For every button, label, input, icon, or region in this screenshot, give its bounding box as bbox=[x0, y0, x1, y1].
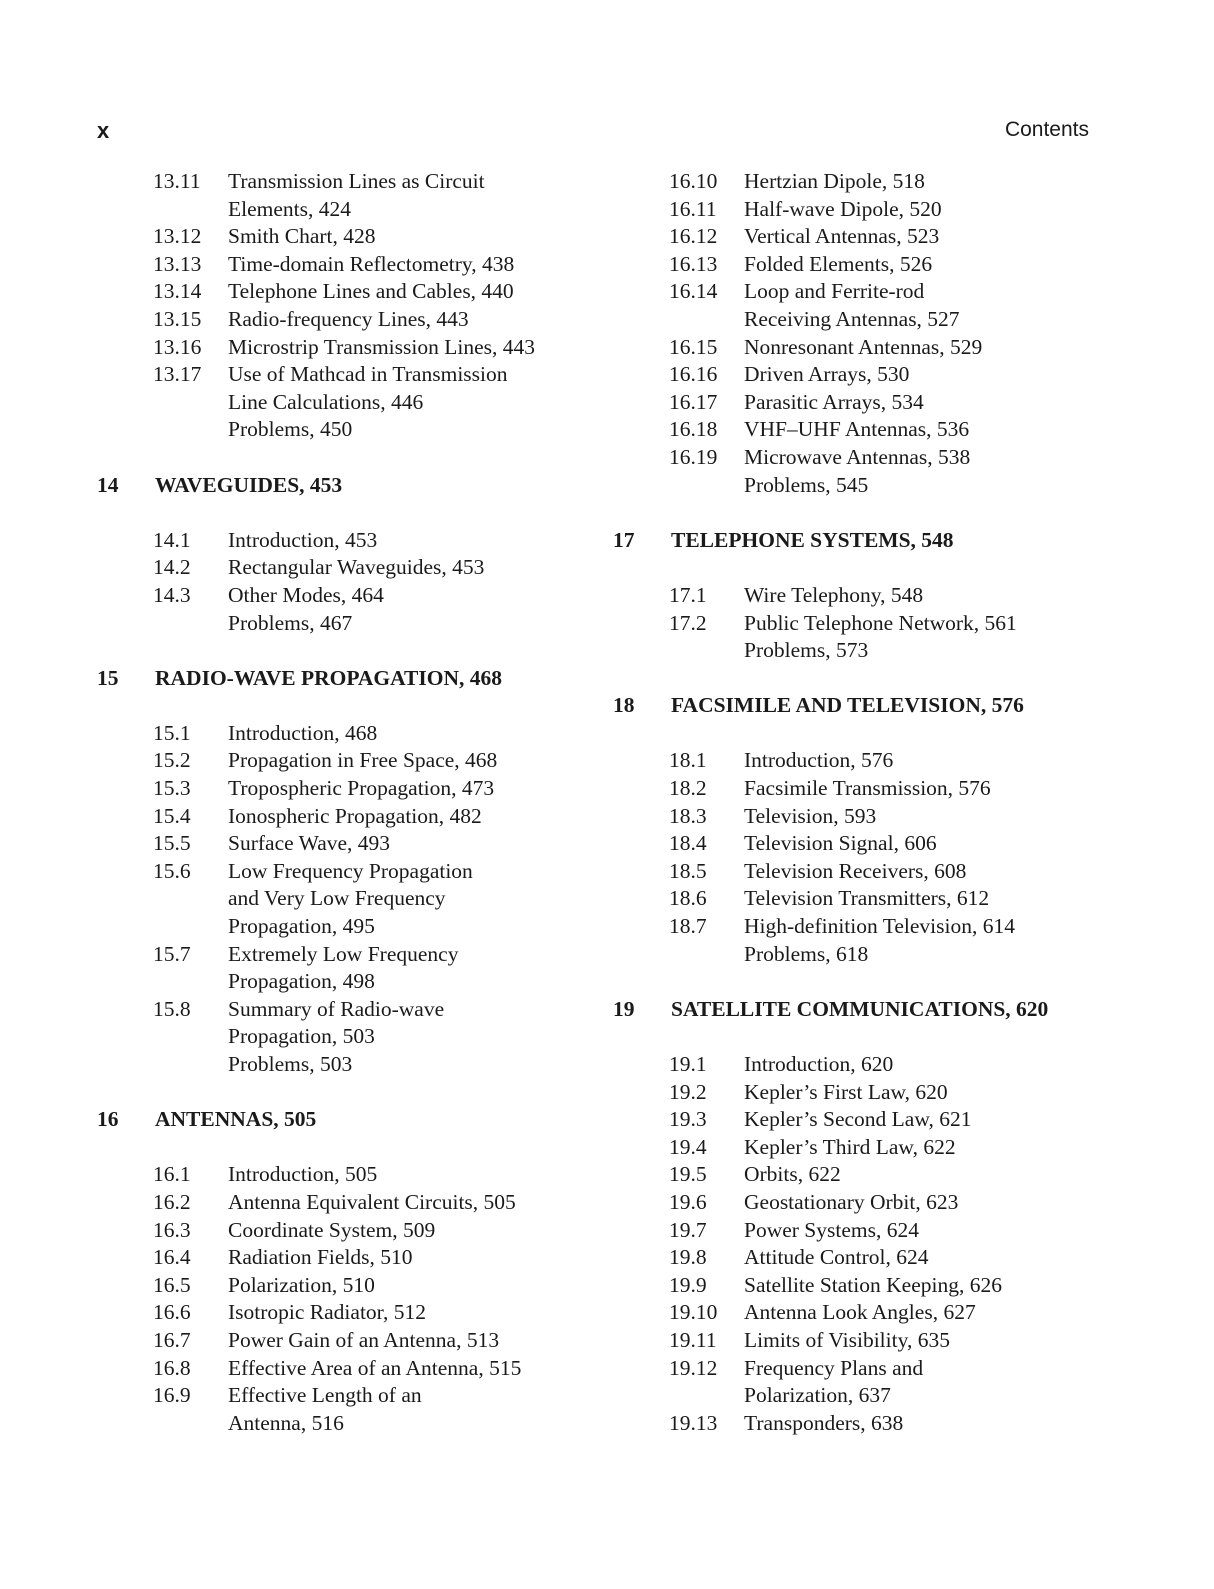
section-number: 18.1 bbox=[669, 748, 707, 773]
toc-entry bbox=[613, 1189, 1113, 1217]
section-number: 16.6 bbox=[153, 1300, 191, 1325]
section-number: 18.2 bbox=[669, 776, 707, 801]
section-title: Television Receivers, 608 bbox=[744, 858, 967, 883]
section-number: 17.1 bbox=[669, 582, 707, 607]
section-number: 19.9 bbox=[669, 1272, 707, 1297]
chapter-number: 17 bbox=[613, 527, 635, 552]
toc-entry bbox=[613, 196, 1113, 224]
toc-entry bbox=[97, 1244, 627, 1272]
spacer bbox=[97, 499, 627, 527]
toc-entry-continuation bbox=[97, 1410, 627, 1438]
section-title: Problems, 545 bbox=[744, 472, 869, 497]
chapter-heading bbox=[613, 692, 1113, 720]
toc-entry bbox=[613, 1327, 1113, 1355]
chapter-title: WAVEGUIDES, 453 bbox=[155, 472, 343, 497]
toc-entry bbox=[613, 334, 1113, 362]
spacer bbox=[97, 444, 627, 472]
toc-entry bbox=[97, 1299, 627, 1327]
section-title: Power Gain of an Antenna, 513 bbox=[228, 1327, 500, 1352]
section-title: Propagation in Free Space, 468 bbox=[228, 748, 498, 773]
section-title: Polarization, 510 bbox=[228, 1272, 375, 1297]
section-title: Surface Wave, 493 bbox=[228, 831, 391, 856]
section-number: 14.3 bbox=[153, 582, 191, 607]
spacer bbox=[613, 554, 1113, 582]
running-head: Contents bbox=[1004, 118, 1089, 141]
section-title: Rectangular Waveguides, 453 bbox=[228, 555, 485, 580]
section-title: Smith Chart, 428 bbox=[228, 224, 376, 249]
section-title: Propagation, 498 bbox=[228, 969, 375, 994]
spacer bbox=[613, 499, 1113, 527]
toc-entry bbox=[613, 1217, 1113, 1245]
toc-entry bbox=[97, 858, 627, 886]
section-title: Wire Telephony, 548 bbox=[744, 582, 924, 607]
toc-entry-continuation bbox=[613, 306, 1113, 334]
toc-entry bbox=[613, 389, 1113, 417]
chapter-title: RADIO-WAVE PROPAGATION, 468 bbox=[155, 665, 503, 690]
section-title: Attitude Control, 624 bbox=[744, 1245, 929, 1270]
chapter-title: FACSIMILE AND TELEVISION, 576 bbox=[671, 693, 1024, 718]
chapter-number: 15 bbox=[97, 665, 119, 690]
toc-entry bbox=[613, 1244, 1113, 1272]
section-title: Television, 593 bbox=[744, 803, 877, 828]
chapter-number: 14 bbox=[97, 472, 119, 497]
toc-left-column bbox=[97, 168, 627, 1437]
section-title: Frequency Plans and bbox=[744, 1355, 924, 1380]
toc-entry bbox=[97, 830, 627, 858]
section-number: 19.11 bbox=[669, 1327, 717, 1352]
spacer bbox=[97, 1079, 627, 1107]
toc-entry bbox=[97, 803, 627, 831]
toc-entry bbox=[97, 996, 627, 1024]
toc-entry bbox=[97, 1382, 627, 1410]
toc-entry bbox=[613, 223, 1113, 251]
section-number: 18.7 bbox=[669, 914, 707, 939]
section-number: 16.7 bbox=[153, 1327, 191, 1352]
toc-entry bbox=[613, 610, 1113, 638]
section-number: 13.13 bbox=[153, 251, 202, 276]
spacer bbox=[613, 665, 1113, 693]
toc-entry bbox=[613, 803, 1113, 831]
toc-entry-continuation bbox=[97, 389, 627, 417]
section-title: Problems, 618 bbox=[744, 941, 869, 966]
section-number: 19.8 bbox=[669, 1245, 707, 1270]
section-title: Kepler’s Second Law, 621 bbox=[744, 1107, 972, 1132]
spacer bbox=[613, 720, 1113, 748]
section-number: 15.2 bbox=[153, 748, 191, 773]
section-number: 13.16 bbox=[153, 334, 202, 359]
spacer bbox=[613, 968, 1113, 996]
section-number: 19.4 bbox=[669, 1134, 707, 1159]
section-number: 13.15 bbox=[153, 306, 202, 331]
toc-entry bbox=[97, 1217, 627, 1245]
section-title: Problems, 503 bbox=[228, 1052, 353, 1076]
toc-entry-continuation bbox=[613, 941, 1113, 969]
toc-entry bbox=[97, 306, 627, 334]
section-number: 16.13 bbox=[669, 251, 718, 276]
section-title: Isotropic Radiator, 512 bbox=[228, 1300, 426, 1325]
toc-entry-continuation bbox=[97, 610, 627, 638]
section-number: 16.14 bbox=[669, 279, 718, 304]
toc-entry bbox=[613, 582, 1113, 610]
section-title: Hertzian Dipole, 518 bbox=[744, 169, 925, 193]
section-number: 19.1 bbox=[669, 1052, 707, 1076]
section-title: Tropospheric Propagation, 473 bbox=[228, 776, 495, 801]
toc-entry-continuation bbox=[97, 968, 627, 996]
section-title: Loop and Ferrite-rod bbox=[744, 279, 925, 304]
section-number: 16.11 bbox=[669, 196, 717, 221]
toc-entry bbox=[613, 1410, 1113, 1438]
spacer bbox=[97, 1134, 627, 1162]
section-title: Polarization, 637 bbox=[744, 1383, 891, 1408]
section-title: Introduction, 576 bbox=[744, 748, 894, 773]
section-title: Ionospheric Propagation, 482 bbox=[228, 803, 482, 828]
toc-entry bbox=[613, 747, 1113, 775]
chapter-number: 18 bbox=[613, 693, 635, 718]
section-title: Satellite Station Keeping, 626 bbox=[744, 1272, 1002, 1297]
section-title: Effective Area of an Antenna, 515 bbox=[228, 1355, 522, 1380]
section-number: 18.5 bbox=[669, 858, 707, 883]
section-title: and Very Low Frequency bbox=[228, 886, 446, 911]
section-number: 19.5 bbox=[669, 1162, 707, 1187]
toc-entry bbox=[613, 1134, 1113, 1162]
section-number: 14.1 bbox=[153, 527, 191, 552]
section-number: 15.3 bbox=[153, 776, 191, 801]
spacer bbox=[97, 692, 627, 720]
section-title: Public Telephone Network, 561 bbox=[744, 610, 1017, 635]
section-number: 13.14 bbox=[153, 279, 202, 304]
toc-entry-continuation bbox=[97, 885, 627, 913]
section-title: Propagation, 495 bbox=[228, 914, 375, 939]
section-title: Limits of Visibility, 635 bbox=[744, 1327, 950, 1352]
chapter-title: ANTENNAS, 505 bbox=[155, 1107, 317, 1132]
chapter-title: SATELLITE COMMUNICATIONS, 620 bbox=[671, 996, 1049, 1021]
chapter-heading bbox=[613, 527, 1113, 555]
section-number: 16.5 bbox=[153, 1272, 191, 1297]
section-number: 15.7 bbox=[153, 941, 191, 966]
section-number: 19.12 bbox=[669, 1355, 718, 1380]
toc-entry bbox=[97, 941, 627, 969]
section-title: Parasitic Arrays, 534 bbox=[744, 389, 924, 414]
section-number: 13.11 bbox=[153, 169, 201, 193]
section-title: Problems, 573 bbox=[744, 638, 869, 663]
section-title: Geostationary Orbit, 623 bbox=[744, 1189, 959, 1214]
toc-entry bbox=[613, 251, 1113, 279]
section-number: 16.18 bbox=[669, 417, 718, 442]
toc-entry bbox=[613, 168, 1113, 196]
chapter-heading bbox=[613, 996, 1113, 1024]
section-title: Problems, 467 bbox=[228, 610, 353, 635]
section-title: Line Calculations, 446 bbox=[228, 389, 424, 414]
section-title: Kepler’s Third Law, 622 bbox=[744, 1134, 956, 1159]
toc-entry-continuation bbox=[97, 416, 627, 444]
section-number: 19.6 bbox=[669, 1189, 707, 1214]
section-number: 19.7 bbox=[669, 1217, 707, 1242]
section-number: 16.9 bbox=[153, 1383, 191, 1408]
section-title: High-definition Television, 614 bbox=[744, 914, 1015, 939]
section-number: 16.1 bbox=[153, 1162, 191, 1187]
toc-entry bbox=[97, 168, 627, 196]
section-number: 16.2 bbox=[153, 1189, 191, 1214]
section-title: Time-domain Reflectometry, 438 bbox=[228, 251, 515, 276]
section-number: 16.10 bbox=[669, 169, 718, 193]
section-number: 16.8 bbox=[153, 1355, 191, 1380]
page-number: x bbox=[97, 118, 110, 143]
section-title: Half-wave Dipole, 520 bbox=[744, 196, 942, 221]
section-number: 15.8 bbox=[153, 996, 191, 1021]
toc-entry bbox=[97, 1189, 627, 1217]
section-title: Introduction, 453 bbox=[228, 527, 378, 552]
toc-entry bbox=[97, 775, 627, 803]
section-number: 16.15 bbox=[669, 334, 718, 359]
spacer bbox=[613, 1023, 1113, 1051]
section-number: 14.2 bbox=[153, 555, 191, 580]
toc-entry bbox=[613, 1051, 1113, 1079]
toc-entry bbox=[613, 1355, 1113, 1383]
chapter-heading bbox=[97, 472, 627, 500]
toc-entry bbox=[97, 1272, 627, 1300]
section-title: Kepler’s First Law, 620 bbox=[744, 1079, 948, 1104]
toc-entry bbox=[97, 361, 627, 389]
chapter-number: 19 bbox=[613, 996, 635, 1021]
section-title: Summary of Radio-wave bbox=[228, 996, 445, 1021]
section-number: 16.12 bbox=[669, 224, 718, 249]
toc-entry bbox=[613, 913, 1113, 941]
section-number: 16.16 bbox=[669, 362, 718, 387]
page-header bbox=[97, 118, 1089, 150]
toc-entry bbox=[97, 278, 627, 306]
section-number: 17.2 bbox=[669, 610, 707, 635]
section-title: Low Frequency Propagation bbox=[228, 858, 473, 883]
section-title: Transmission Lines as Circuit bbox=[228, 169, 485, 193]
toc-entry bbox=[97, 1161, 627, 1189]
section-title: Microwave Antennas, 538 bbox=[744, 444, 971, 469]
section-title: Use of Mathcad in Transmission bbox=[228, 362, 508, 387]
chapter-heading bbox=[97, 1106, 627, 1134]
section-number: 19.3 bbox=[669, 1107, 707, 1132]
section-title: Elements, 424 bbox=[228, 196, 352, 221]
section-number: 15.1 bbox=[153, 720, 191, 745]
toc-entry bbox=[97, 747, 627, 775]
toc-entry-continuation bbox=[613, 1382, 1113, 1410]
toc-entry bbox=[613, 361, 1113, 389]
section-title: Problems, 450 bbox=[228, 417, 353, 442]
section-title: Effective Length of an bbox=[228, 1383, 422, 1408]
toc-entry bbox=[97, 720, 627, 748]
toc-entry bbox=[613, 1272, 1113, 1300]
toc-entry bbox=[613, 830, 1113, 858]
section-number: 16.3 bbox=[153, 1217, 191, 1242]
toc-entry-continuation bbox=[97, 1051, 627, 1079]
section-title: Vertical Antennas, 523 bbox=[744, 224, 940, 249]
section-number: 16.17 bbox=[669, 389, 718, 414]
section-title: Television Transmitters, 612 bbox=[744, 886, 990, 911]
section-title: Coordinate System, 509 bbox=[228, 1217, 436, 1242]
section-number: 16.19 bbox=[669, 444, 718, 469]
section-number: 18.6 bbox=[669, 886, 707, 911]
toc-entry bbox=[97, 1327, 627, 1355]
section-title: Folded Elements, 526 bbox=[744, 251, 933, 276]
toc-entry bbox=[97, 554, 627, 582]
chapter-number: 16 bbox=[97, 1107, 119, 1132]
section-title: Transponders, 638 bbox=[744, 1410, 904, 1435]
section-title: Nonresonant Antennas, 529 bbox=[744, 334, 983, 359]
section-number: 19.2 bbox=[669, 1079, 707, 1104]
toc-entry bbox=[613, 1106, 1113, 1134]
section-number: 16.4 bbox=[153, 1245, 191, 1270]
section-number: 19.13 bbox=[669, 1410, 718, 1435]
section-title: Receiving Antennas, 527 bbox=[744, 306, 960, 331]
toc-entry-continuation bbox=[613, 637, 1113, 665]
section-title: Antenna Look Angles, 627 bbox=[744, 1300, 976, 1325]
section-title: Driven Arrays, 530 bbox=[744, 362, 910, 387]
section-title: Extremely Low Frequency bbox=[228, 941, 459, 966]
section-number: 15.6 bbox=[153, 858, 191, 883]
toc-entry bbox=[613, 1079, 1113, 1107]
section-title: Propagation, 503 bbox=[228, 1024, 375, 1049]
section-title: Antenna Equivalent Circuits, 505 bbox=[228, 1189, 516, 1214]
section-title: Introduction, 505 bbox=[228, 1162, 378, 1187]
section-title: Power Systems, 624 bbox=[744, 1217, 919, 1242]
toc-entry bbox=[613, 444, 1113, 472]
section-title: Television Signal, 606 bbox=[744, 831, 937, 856]
toc-entry-continuation bbox=[613, 472, 1113, 500]
section-title: Telephone Lines and Cables, 440 bbox=[228, 279, 514, 304]
section-number: 15.4 bbox=[153, 803, 191, 828]
section-title: Orbits, 622 bbox=[744, 1162, 841, 1187]
toc-entry bbox=[613, 1299, 1113, 1327]
chapter-heading bbox=[97, 665, 627, 693]
toc-entry-continuation bbox=[97, 1023, 627, 1051]
toc-entry bbox=[613, 1161, 1113, 1189]
spacer bbox=[97, 637, 627, 665]
section-title: Facsimile Transmission, 576 bbox=[744, 776, 991, 801]
section-title: Introduction, 468 bbox=[228, 720, 378, 745]
toc-entry bbox=[613, 775, 1113, 803]
section-title: Other Modes, 464 bbox=[228, 582, 384, 607]
section-title: Radiation Fields, 510 bbox=[228, 1245, 413, 1270]
section-number: 18.3 bbox=[669, 803, 707, 828]
toc-entry bbox=[97, 251, 627, 279]
toc-entry bbox=[613, 858, 1113, 886]
section-title: VHF–UHF Antennas, 536 bbox=[744, 417, 970, 442]
toc-entry bbox=[97, 582, 627, 610]
section-number: 19.10 bbox=[669, 1300, 718, 1325]
section-title: Radio-frequency Lines, 443 bbox=[228, 306, 469, 331]
toc-entry bbox=[613, 885, 1113, 913]
section-number: 18.4 bbox=[669, 831, 707, 856]
section-title: Antenna, 516 bbox=[228, 1410, 344, 1435]
toc-entry-continuation bbox=[97, 913, 627, 941]
toc-entry-continuation bbox=[97, 196, 627, 224]
toc-entry bbox=[613, 278, 1113, 306]
section-number: 15.5 bbox=[153, 831, 191, 856]
section-number: 13.17 bbox=[153, 362, 202, 387]
section-number: 13.12 bbox=[153, 224, 202, 249]
toc-entry bbox=[97, 1355, 627, 1383]
section-title: Introduction, 620 bbox=[744, 1052, 894, 1076]
toc-entry bbox=[613, 416, 1113, 444]
toc-entry bbox=[97, 223, 627, 251]
toc-right-column bbox=[613, 168, 1113, 1437]
toc-entry bbox=[97, 527, 627, 555]
toc-entry bbox=[97, 334, 627, 362]
section-title: Microstrip Transmission Lines, 443 bbox=[228, 334, 535, 359]
chapter-title: TELEPHONE SYSTEMS, 548 bbox=[671, 527, 954, 552]
